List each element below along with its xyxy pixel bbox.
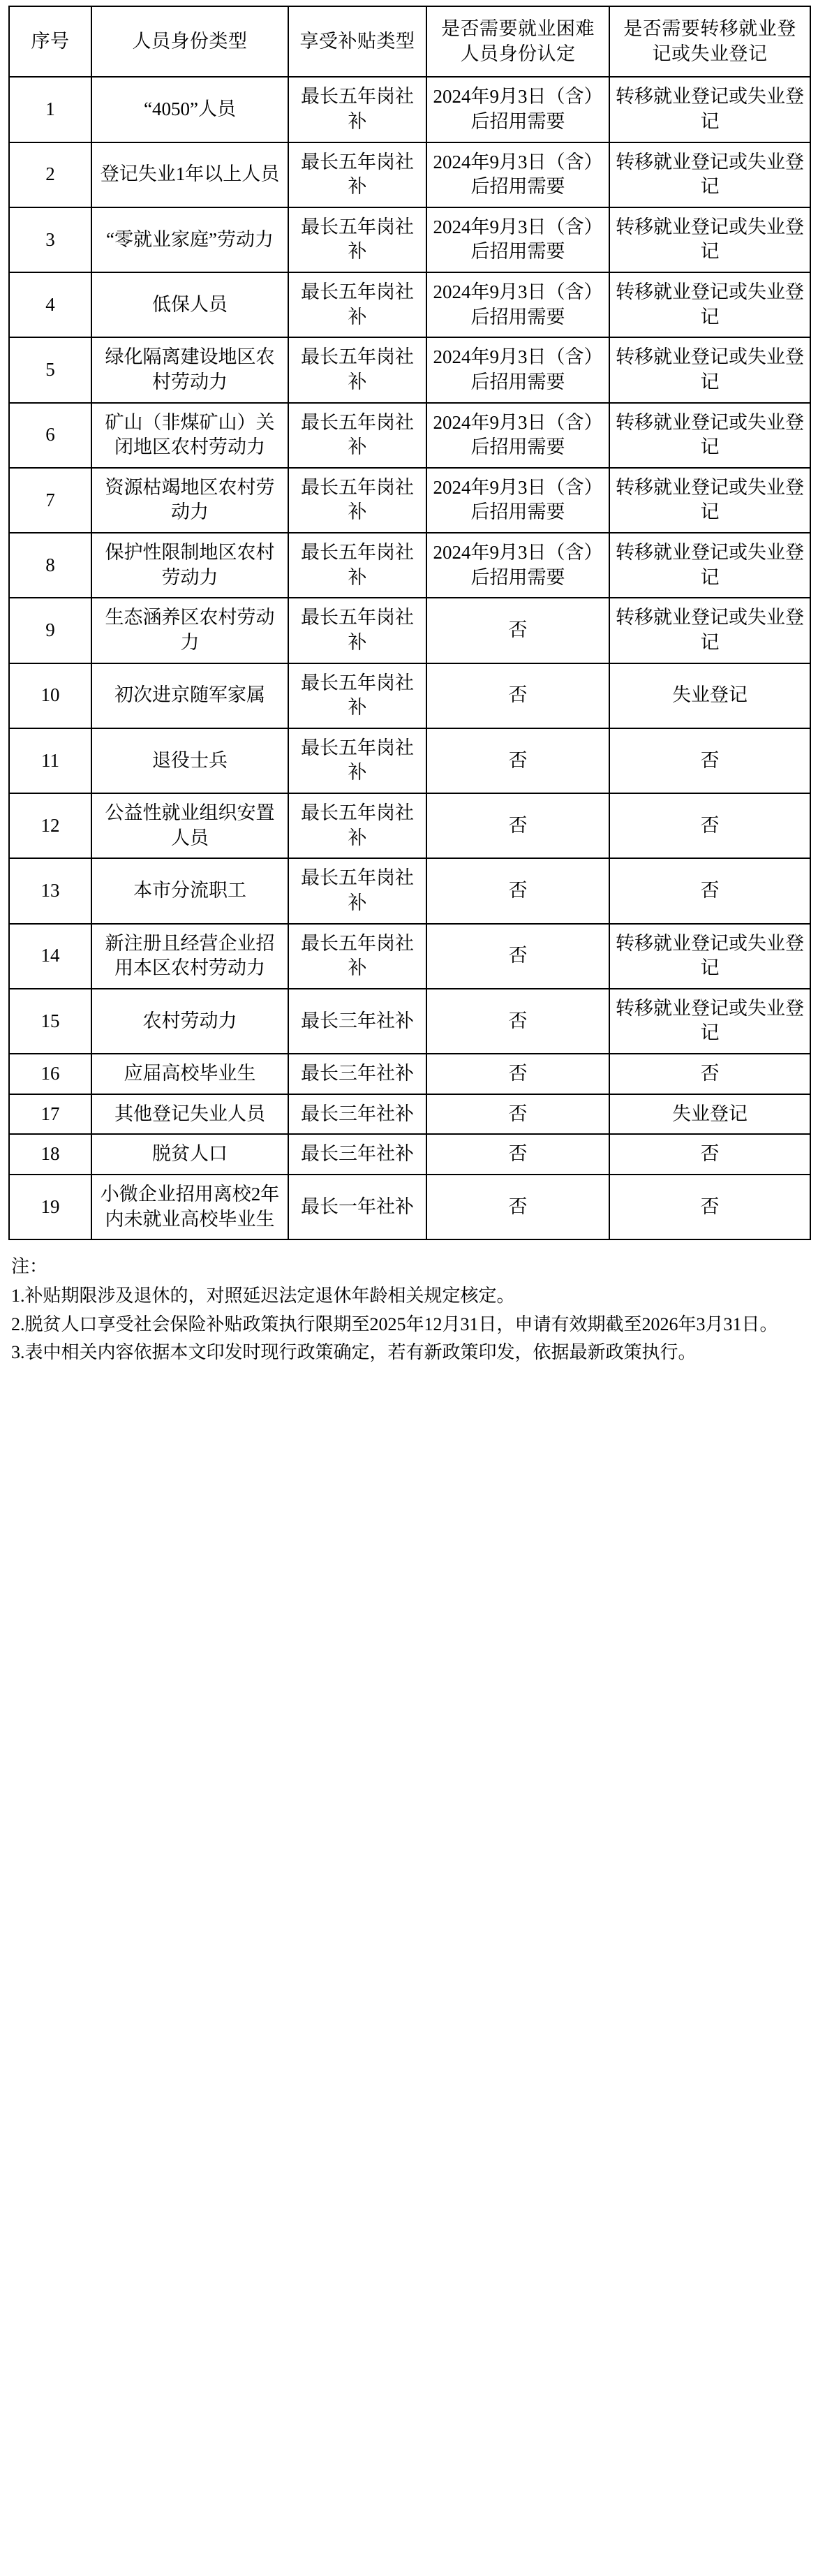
cell-subsidy: 最长五年岗社补 [288, 468, 426, 533]
cell-subsidy: 最长五年岗社补 [288, 793, 426, 858]
table-row [9, 468, 810, 533]
cell-need-reg: 转移就业登记或失业登记 [609, 533, 810, 598]
table-row [9, 598, 810, 663]
table-row [9, 337, 810, 402]
cell-identity: “零就业家庭”劳动力 [91, 207, 288, 272]
cell-identity: 资源枯竭地区农村劳动力 [91, 468, 288, 533]
cell-need-id: 否 [426, 728, 609, 793]
cell-identity: 矿山（非煤矿山）关闭地区农村劳动力 [91, 403, 288, 468]
cell-need-reg: 转移就业登记或失业登记 [609, 403, 810, 468]
cell-index: 11 [9, 728, 91, 793]
cell-index: 2 [9, 142, 91, 207]
table-header-row [9, 6, 810, 77]
cell-identity: 小微企业招用离校2年内未就业高校毕业生 [91, 1175, 288, 1239]
cell-need-id: 否 [426, 663, 609, 728]
cell-index: 6 [9, 403, 91, 468]
cell-index: 8 [9, 533, 91, 598]
cell-need-reg: 否 [609, 1134, 810, 1175]
cell-need-reg: 转移就业登记或失业登记 [609, 924, 810, 989]
note-item: 1.补贴期限涉及退休的，对照延迟法定退休年龄相关规定核定。 [11, 1286, 515, 1307]
table-row [9, 1134, 810, 1175]
cell-subsidy: 最长五年岗社补 [288, 77, 426, 142]
cell-index: 10 [9, 663, 91, 728]
cell-need-reg: 否 [609, 1054, 810, 1094]
cell-subsidy: 最长五年岗社补 [288, 858, 426, 923]
cell-subsidy: 最长三年社补 [288, 989, 426, 1054]
cell-identity: 其他登记失业人员 [91, 1094, 288, 1135]
cell-need-reg: 否 [609, 728, 810, 793]
cell-index: 3 [9, 207, 91, 272]
cell-identity: 脱贫人口 [91, 1134, 288, 1175]
note-item: 3.表中相关内容依据本文印发时现行政策确定，若有新政策印发，依据最新政策执行。 [11, 1342, 697, 1363]
cell-index: 16 [9, 1054, 91, 1094]
table-row [9, 142, 810, 207]
cell-need-reg: 转移就业登记或失业登记 [609, 598, 810, 663]
cell-need-id: 2024年9月3日（含）后招用需要 [426, 403, 609, 468]
column-header-need-reg: 是否需要转移就业登记或失业登记 [609, 6, 810, 77]
cell-identity: 新注册且经营企业招用本区农村劳动力 [91, 924, 288, 989]
cell-identity: 公益性就业组织安置人员 [91, 793, 288, 858]
cell-subsidy: 最长三年社补 [288, 1094, 426, 1135]
cell-need-id: 2024年9月3日（含）后招用需要 [426, 533, 609, 598]
cell-subsidy: 最长一年社补 [288, 1175, 426, 1239]
cell-identity: 本市分流职工 [91, 858, 288, 923]
cell-index: 9 [9, 598, 91, 663]
cell-need-id: 2024年9月3日（含）后招用需要 [426, 337, 609, 402]
cell-need-id: 2024年9月3日（含）后招用需要 [426, 468, 609, 533]
cell-subsidy: 最长五年岗社补 [288, 663, 426, 728]
table-row [9, 403, 810, 468]
table-header [9, 6, 810, 77]
cell-identity: 登记失业1年以上人员 [91, 142, 288, 207]
cell-index: 5 [9, 337, 91, 402]
cell-need-id: 2024年9月3日（含）后招用需要 [426, 77, 609, 142]
cell-subsidy: 最长五年岗社补 [288, 403, 426, 468]
cell-identity: 退役士兵 [91, 728, 288, 793]
cell-need-reg: 转移就业登记或失业登记 [609, 337, 810, 402]
cell-need-reg: 转移就业登记或失业登记 [609, 142, 810, 207]
notes-section [8, 1253, 810, 1367]
cell-need-id: 2024年9月3日（含）后招用需要 [426, 207, 609, 272]
cell-index: 13 [9, 858, 91, 923]
column-header-subsidy: 享受补贴类型 [288, 6, 426, 77]
cell-index: 12 [9, 793, 91, 858]
table-row [9, 989, 810, 1054]
cell-index: 17 [9, 1094, 91, 1135]
cell-need-reg: 转移就业登记或失业登记 [609, 77, 810, 142]
table-row [9, 272, 810, 337]
cell-subsidy: 最长五年岗社补 [288, 924, 426, 989]
table-row [9, 77, 810, 142]
cell-need-reg: 否 [609, 793, 810, 858]
cell-subsidy: 最长五年岗社补 [288, 142, 426, 207]
cell-need-id: 否 [426, 1134, 609, 1175]
table-body [9, 77, 810, 1239]
column-header-index: 序号 [9, 6, 91, 77]
cell-subsidy: 最长五年岗社补 [288, 533, 426, 598]
cell-need-id: 否 [426, 858, 609, 923]
table-row [9, 793, 810, 858]
cell-identity: 绿化隔离建设地区农村劳动力 [91, 337, 288, 402]
cell-identity: 应届高校毕业生 [91, 1054, 288, 1094]
cell-subsidy: 最长五年岗社补 [288, 272, 426, 337]
column-header-need-id: 是否需要就业困难人员身份认定 [426, 6, 609, 77]
notes-title: 注： [11, 1256, 48, 1277]
table-row [9, 207, 810, 272]
cell-identity: 低保人员 [91, 272, 288, 337]
cell-index: 18 [9, 1134, 91, 1175]
cell-need-reg: 转移就业登记或失业登记 [609, 468, 810, 533]
note-item: 2.脱贫人口享受社会保险补贴政策执行限期至2025年12月31日，申请有效期截至2026年3月31日。 [11, 1313, 778, 1334]
cell-need-reg: 否 [609, 858, 810, 923]
cell-index: 1 [9, 77, 91, 142]
cell-need-id: 否 [426, 924, 609, 989]
table-row [9, 533, 810, 598]
cell-need-id: 否 [426, 793, 609, 858]
cell-identity: 初次进京随军家属 [91, 663, 288, 728]
cell-need-id: 2024年9月3日（含）后招用需要 [426, 272, 609, 337]
cell-identity: 保护性限制地区农村劳动力 [91, 533, 288, 598]
cell-need-reg: 转移就业登记或失业登记 [609, 989, 810, 1054]
cell-identity: “4050”人员 [91, 77, 288, 142]
cell-identity: 农村劳动力 [91, 989, 288, 1054]
cell-index: 7 [9, 468, 91, 533]
cell-need-id: 2024年9月3日（含）后招用需要 [426, 142, 609, 207]
cell-need-reg: 否 [609, 1175, 810, 1239]
table-row [9, 1094, 810, 1135]
cell-subsidy: 最长五年岗社补 [288, 207, 426, 272]
cell-index: 4 [9, 272, 91, 337]
table-row [9, 728, 810, 793]
table-row [9, 663, 810, 728]
cell-need-id: 否 [426, 1054, 609, 1094]
column-header-identity: 人员身份类型 [91, 6, 288, 77]
cell-subsidy: 最长五年岗社补 [288, 337, 426, 402]
cell-subsidy: 最长五年岗社补 [288, 598, 426, 663]
cell-need-reg: 转移就业登记或失业登记 [609, 207, 810, 272]
cell-need-reg: 转移就业登记或失业登记 [609, 272, 810, 337]
cell-identity: 生态涵养区农村劳动力 [91, 598, 288, 663]
table-row [9, 924, 810, 989]
cell-need-reg: 失业登记 [609, 1094, 810, 1135]
cell-subsidy: 最长三年社补 [288, 1054, 426, 1094]
cell-index: 14 [9, 924, 91, 989]
cell-need-reg: 失业登记 [609, 663, 810, 728]
table-row [9, 1175, 810, 1239]
cell-need-id: 否 [426, 1175, 609, 1239]
cell-subsidy: 最长三年社补 [288, 1134, 426, 1175]
cell-subsidy: 最长五年岗社补 [288, 728, 426, 793]
cell-index: 19 [9, 1175, 91, 1239]
cell-index: 15 [9, 989, 91, 1054]
table-row [9, 1054, 810, 1094]
cell-need-id: 否 [426, 1094, 609, 1135]
cell-need-id: 否 [426, 598, 609, 663]
cell-need-id: 否 [426, 989, 609, 1054]
subsidy-policy-table [8, 6, 811, 1240]
table-row [9, 858, 810, 923]
